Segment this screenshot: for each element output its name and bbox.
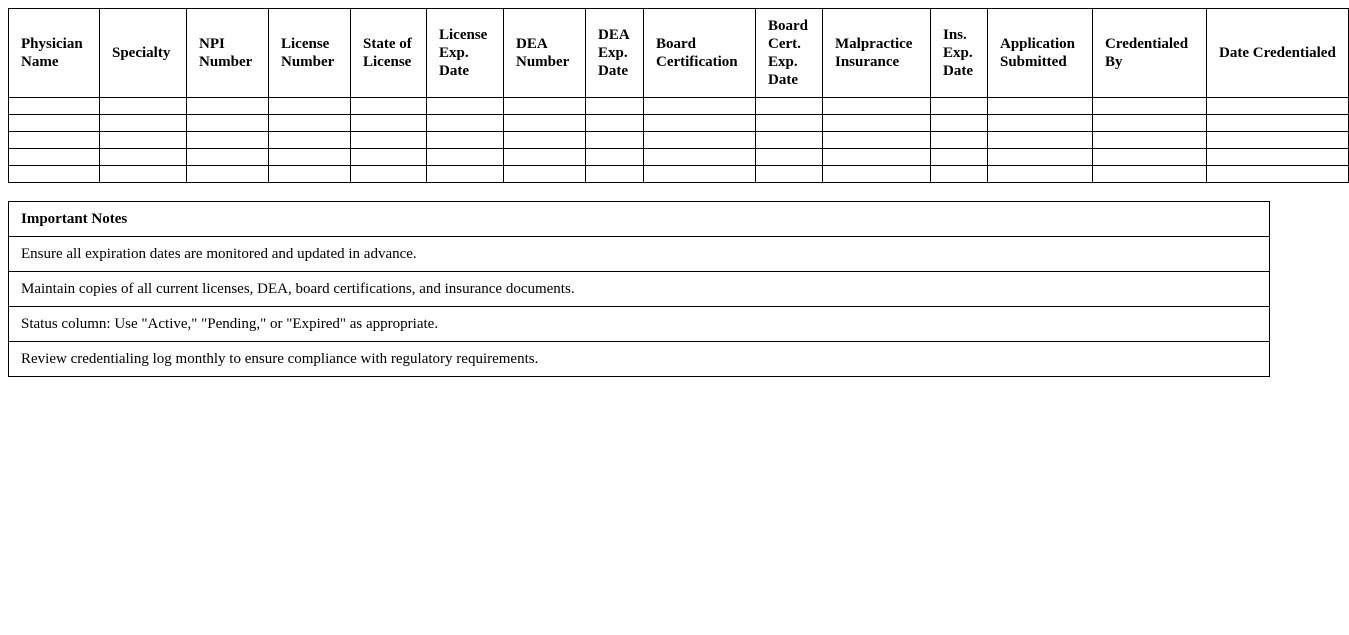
- col-physician-name: Physician Name: [9, 9, 100, 98]
- log-header-row: [9, 9, 1349, 98]
- note-item: Ensure all expiration dates are monitored and updated in advance.: [9, 237, 1270, 272]
- table-cell[interactable]: [756, 98, 823, 115]
- col-npi-number: NPI Number: [187, 9, 269, 98]
- col-state-of-license: State of License: [351, 9, 427, 98]
- table-cell[interactable]: [1207, 132, 1349, 149]
- notes-heading: Important Notes: [9, 202, 1270, 237]
- table-cell[interactable]: [1207, 149, 1349, 166]
- table-cell[interactable]: [586, 166, 644, 183]
- table-cell[interactable]: [504, 149, 586, 166]
- table-row: [9, 132, 1349, 149]
- table-cell[interactable]: [9, 98, 100, 115]
- table-cell[interactable]: [427, 98, 504, 115]
- table-cell[interactable]: [427, 149, 504, 166]
- table-cell[interactable]: [988, 166, 1093, 183]
- col-board-cert-exp-date: Board Cert. Exp. Date: [756, 9, 823, 98]
- table-cell[interactable]: [931, 166, 988, 183]
- table-cell[interactable]: [187, 98, 269, 115]
- table-cell[interactable]: [269, 98, 351, 115]
- table-cell[interactable]: [931, 132, 988, 149]
- table-cell[interactable]: [644, 98, 756, 115]
- table-cell[interactable]: [586, 149, 644, 166]
- table-cell[interactable]: [427, 115, 504, 132]
- col-license-number: License Number: [269, 9, 351, 98]
- table-cell[interactable]: [988, 98, 1093, 115]
- table-cell[interactable]: [644, 132, 756, 149]
- table-cell[interactable]: [988, 132, 1093, 149]
- table-cell[interactable]: [1093, 166, 1207, 183]
- table-cell[interactable]: [187, 115, 269, 132]
- note-item: Status column: Use "Active," "Pending," or "Expired" as appropriate.: [9, 307, 1270, 342]
- col-dea-number: DEA Number: [504, 9, 586, 98]
- table-cell[interactable]: [351, 132, 427, 149]
- table-cell[interactable]: [504, 98, 586, 115]
- table-cell[interactable]: [756, 132, 823, 149]
- table-row: [9, 115, 1349, 132]
- col-date-credentialed: Date Credentialed: [1207, 9, 1349, 98]
- note-row: [9, 272, 1270, 307]
- credentialing-log-container: [8, 8, 1336, 183]
- table-cell[interactable]: [586, 115, 644, 132]
- table-cell[interactable]: [1093, 132, 1207, 149]
- table-cell[interactable]: [823, 149, 931, 166]
- col-credentialed-by: Credentialed By: [1093, 9, 1207, 98]
- table-cell[interactable]: [1093, 115, 1207, 132]
- table-cell[interactable]: [1093, 149, 1207, 166]
- note-row: [9, 307, 1270, 342]
- table-cell[interactable]: [644, 149, 756, 166]
- credentialing-log-table: [8, 8, 1349, 183]
- table-cell[interactable]: [351, 166, 427, 183]
- important-notes-table: [8, 201, 1270, 377]
- log-body: [9, 98, 1349, 183]
- table-row: [9, 149, 1349, 166]
- table-cell[interactable]: [823, 115, 931, 132]
- col-specialty: Specialty: [100, 9, 187, 98]
- table-cell[interactable]: [931, 149, 988, 166]
- table-cell[interactable]: [504, 115, 586, 132]
- table-cell[interactable]: [756, 149, 823, 166]
- note-item: Review credentialing log monthly to ensure compliance with regulatory requirements.: [9, 342, 1270, 377]
- table-cell[interactable]: [100, 166, 187, 183]
- table-cell[interactable]: [9, 149, 100, 166]
- table-cell[interactable]: [931, 115, 988, 132]
- col-license-exp-date: License Exp. Date: [427, 9, 504, 98]
- table-cell[interactable]: [100, 115, 187, 132]
- table-cell[interactable]: [1207, 98, 1349, 115]
- col-board-certification: Board Certification: [644, 9, 756, 98]
- table-cell[interactable]: [269, 166, 351, 183]
- table-cell[interactable]: [351, 115, 427, 132]
- note-row: [9, 342, 1270, 377]
- table-cell[interactable]: [100, 149, 187, 166]
- table-cell[interactable]: [427, 132, 504, 149]
- table-cell[interactable]: [100, 132, 187, 149]
- table-cell[interactable]: [586, 132, 644, 149]
- table-cell[interactable]: [988, 115, 1093, 132]
- table-cell[interactable]: [504, 132, 586, 149]
- table-cell[interactable]: [1207, 115, 1349, 132]
- table-cell[interactable]: [644, 166, 756, 183]
- table-cell[interactable]: [100, 98, 187, 115]
- table-cell[interactable]: [351, 98, 427, 115]
- col-malpractice-insurance: Malpractice Insurance: [823, 9, 931, 98]
- col-dea-exp-date: DEA Exp. Date: [586, 9, 644, 98]
- table-cell[interactable]: [351, 149, 427, 166]
- col-ins-exp-date: Ins. Exp. Date: [931, 9, 988, 98]
- table-row: [9, 166, 1349, 183]
- col-application-submitted: Application Submitted: [988, 9, 1093, 98]
- table-cell[interactable]: [931, 98, 988, 115]
- note-item: Maintain copies of all current licenses, DEA, board certifications, and insurance documents.: [9, 272, 1270, 307]
- table-cell[interactable]: [187, 132, 269, 149]
- table-cell[interactable]: [756, 115, 823, 132]
- table-cell[interactable]: [823, 98, 931, 115]
- table-cell[interactable]: [586, 98, 644, 115]
- table-cell[interactable]: [9, 132, 100, 149]
- table-cell[interactable]: [9, 166, 100, 183]
- table-cell[interactable]: [269, 115, 351, 132]
- table-cell[interactable]: [644, 115, 756, 132]
- notes-heading-row: [9, 202, 1270, 237]
- table-cell[interactable]: [823, 132, 931, 149]
- table-cell[interactable]: [9, 115, 100, 132]
- table-cell[interactable]: [269, 149, 351, 166]
- table-cell[interactable]: [187, 149, 269, 166]
- note-row: [9, 237, 1270, 272]
- table-cell[interactable]: [823, 166, 931, 183]
- table-row: [9, 98, 1349, 115]
- table-cell[interactable]: [988, 149, 1093, 166]
- table-cell[interactable]: [269, 132, 351, 149]
- table-cell[interactable]: [1093, 98, 1207, 115]
- table-cell[interactable]: [1207, 166, 1349, 183]
- table-cell[interactable]: [504, 166, 586, 183]
- table-cell[interactable]: [427, 166, 504, 183]
- table-cell[interactable]: [756, 166, 823, 183]
- table-cell[interactable]: [187, 166, 269, 183]
